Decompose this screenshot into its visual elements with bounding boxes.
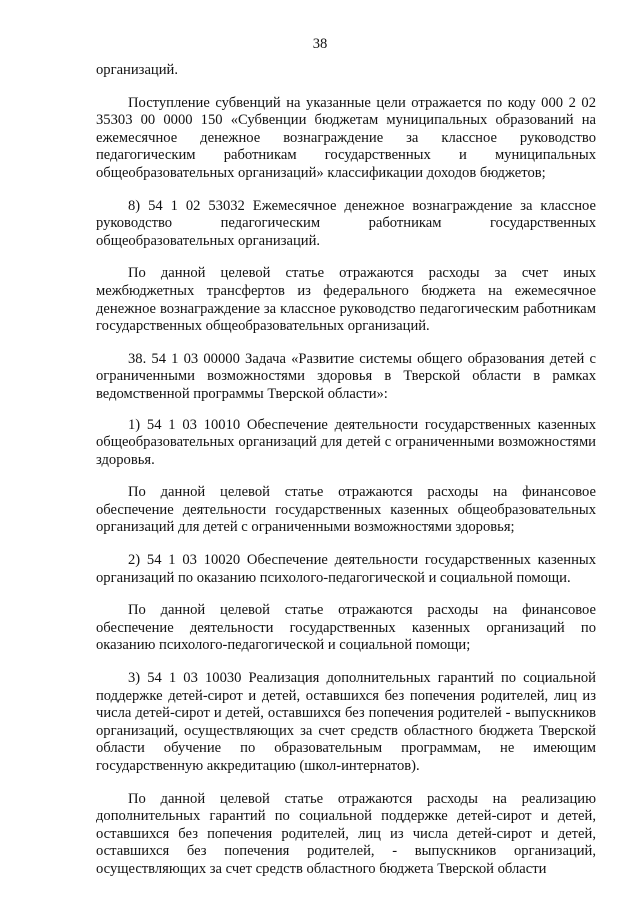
paragraph-item-2-description: По данной целевой статье отражаются расходы на финансовое обеспечение деятельности государственных казенных организаций по оказанию психолого-педагогической и социальной помощи; (96, 602, 596, 654)
paragraph-item-8-description: По данной целевой статье отражаются расходы за счет иных межбюджетных трансфертов из федерального бюджета на ежемесячное денежное вознаграждение за классное руководство педагогическим работникам государственных общеобразовательных организаций. (96, 265, 596, 335)
paragraph-item-2-heading: 2) 54 1 03 10020 Обеспечение деятельности государственных казенных организаций по оказанию психолого-педагогической и социальной помощи. (96, 552, 596, 586)
paragraph-item-1-heading: 1) 54 1 03 10010 Обеспечение деятельности государственных казенных общеобразовательных организаций для детей с ограниченными возможностями здоровья. (96, 416, 596, 468)
paragraph-item-3-description: По данной целевой статье отражаются расходы на реализацию дополнительных гарантий по социальной поддержке детей-сирот и детей, оставшихся без попечения родителей, лиц из числа детей-сирот и детей, оставшихся без попечения родителей, - выпускников организаций, осуществляющих за счет средств областного бюджета Тверской области (96, 790, 596, 877)
paragraph-task-38-heading: 38. 54 1 03 00000 Задача «Развитие системы общего образования детей с ограниченными возможностями здоровья в Тверской области в рамках ведомственной программы Тверской области»: (96, 350, 596, 402)
paragraph-continuation: организаций. (96, 62, 178, 78)
document-body (96, 62, 596, 879)
paragraph-item-8-heading: 8) 54 1 02 53032 Ежемесячное денежное вознаграждение за классное руководство педагогическим работникам государственных общеобразовательных организаций. (96, 197, 596, 249)
paragraph-item-3-heading: 3) 54 1 03 10030 Реализация дополнительных гарантий по социальной поддержке детей-сирот и детей, оставшихся без попечения родителей, лиц из числа детей-сирот и детей, оставшихся без попечения родителей - выпускников организаций, осуществляющих за счет средств областного бюджета Тверской области обучение по образовательным программам, не имеющим государственную аккредитацию (школ-интернатов). (96, 670, 596, 774)
paragraph-subvention-receipt: Поступление субвенций на указанные цели отражается по коду 000 2 02 35303 00 0000 150 «Субвенции бюджетам муниципальных образований на ежемесячное денежное вознаграждение за классное руководство педагогическим работникам государственных и муниципальных общеобразовательных организаций» классификации доходов бюджетов; (96, 94, 596, 181)
page-number: 38 (312, 36, 328, 52)
paragraph-item-1-description: По данной целевой статье отражаются расходы на финансовое обеспечение деятельности государственных казенных общеобразовательных организаций для детей с ограниченными возможностями здоровья; (96, 484, 596, 536)
